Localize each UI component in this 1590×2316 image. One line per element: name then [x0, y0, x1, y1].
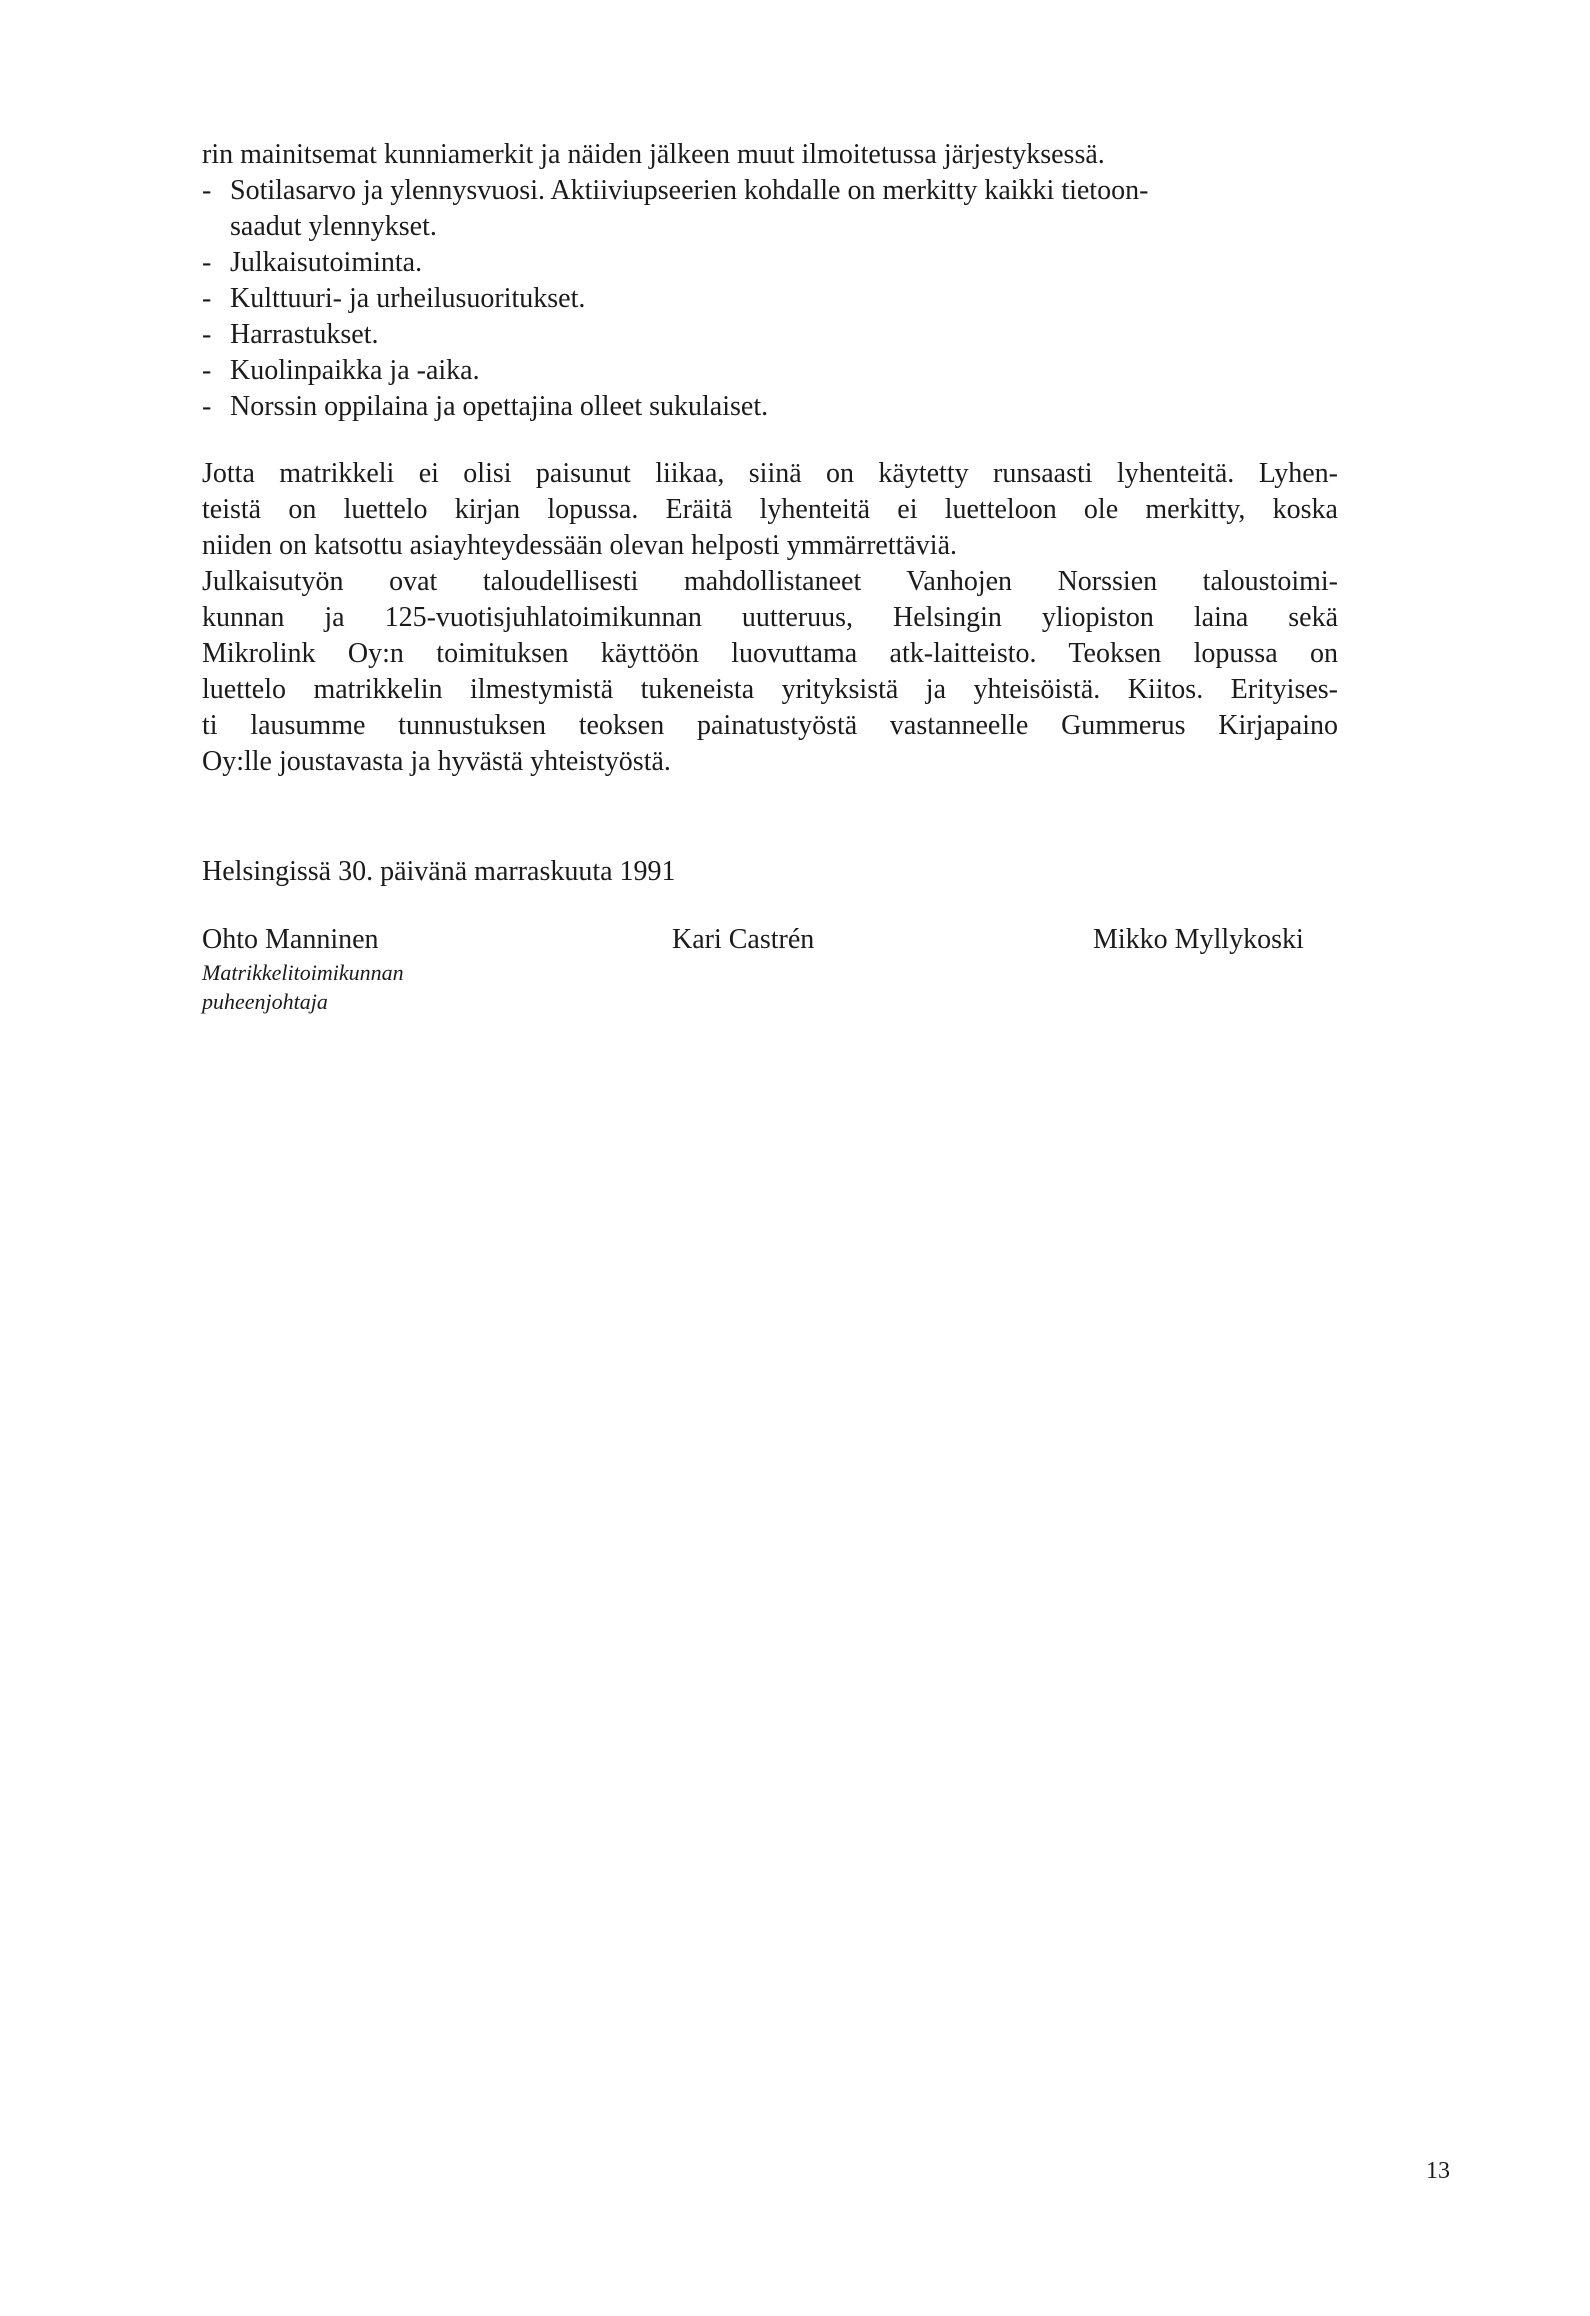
paragraph-line: Mikrolink Oy:n toimituksen käyttöön luovuttama atk-laitteisto. Teoksen lopussa on: [202, 638, 1338, 669]
list-item: [202, 353, 1338, 389]
paragraph-line: Oy:lle joustavasta ja hyvästä yhteistyöstä.: [202, 746, 671, 777]
signature-name: Ohto Manninen: [202, 924, 379, 955]
body-paragraphs: [202, 456, 1338, 780]
list-dash: -: [202, 247, 212, 278]
intro-paragraph: [202, 137, 1338, 173]
paragraph-line: niiden on katsottu asiayhteydessään olevan helposti ymmärrettäviä.: [202, 530, 958, 561]
list-item: [202, 281, 1338, 317]
signature-block: [1093, 922, 1304, 958]
list-dash: -: [202, 391, 212, 422]
date-place-line: Helsingissä 30. päivänä marraskuuta 1991: [202, 856, 676, 887]
list-item-text: Kulttuuri- ja urheilusuoritukset.: [230, 283, 586, 314]
list-item-continuation: saadut ylennykset.: [230, 211, 437, 242]
list-dash: -: [202, 319, 212, 350]
list-item-text: Kuolinpaikka ja -aika.: [230, 355, 480, 386]
list-dash: -: [202, 175, 212, 206]
signature-name: Mikko Myllykoski: [1093, 924, 1304, 955]
list-item: [202, 389, 1338, 425]
signature-role: puheenjohtaja: [202, 989, 328, 1014]
list-item-text: Harrastukset.: [230, 319, 379, 350]
signature-block: [672, 922, 814, 958]
signature-block: [202, 922, 404, 1016]
details-list: [202, 173, 1338, 425]
paragraph-line: luettelo matrikkelin ilmestymistä tukeneista yrityksistä ja yhteisöistä. Kiitos. Erityises-: [202, 674, 1338, 705]
list-dash: -: [202, 355, 212, 386]
page-number: 13: [1426, 2158, 1450, 2184]
acknowledgements-paragraph: [202, 564, 1338, 780]
list-item: [202, 317, 1338, 353]
paragraph-line: Julkaisutyön ovat taloudellisesti mahdollistaneet Vanhojen Norssien taloustoimi-: [202, 566, 1338, 597]
paragraph-line: teistä on luettelo kirjan lopussa. Eräitä lyhenteitä ei luetteloon ole merkitty, koska: [202, 494, 1338, 525]
list-item: [202, 245, 1338, 281]
list-item-text: Julkaisutoiminta.: [230, 247, 423, 278]
list-dash: -: [202, 283, 212, 314]
signature-role: Matrikkelitoimikunnan: [202, 960, 404, 985]
paragraph-line: Jotta matrikkeli ei olisi paisunut liikaa, siinä on käytetty runsaasti lyhenteitä. Lyhen-: [202, 458, 1338, 489]
signature-name: Kari Castrén: [672, 924, 815, 955]
list-item: [202, 173, 1338, 245]
intro-line: rin mainitsemat kunniamerkit ja näiden jälkeen muut ilmoitetussa järjestyksessä.: [202, 139, 1105, 170]
paragraph-line: ti lausumme tunnustuksen teoksen painatustyöstä vastanneelle Gummerus Kirjapaino: [202, 710, 1338, 741]
paragraph-line: kunnan ja 125-vuotisjuhlatoimikunnan uutteruus, Helsingin yliopiston laina sekä: [202, 602, 1338, 633]
list-item-text: Norssin oppilaina ja opettajina olleet sukulaiset.: [230, 391, 769, 422]
abbreviations-paragraph: [202, 456, 1338, 564]
list-item-text: Sotilasarvo ja ylennysvuosi. Aktiiviupseerien kohdalle on merkitty kaikki tietoon-: [230, 175, 1149, 206]
